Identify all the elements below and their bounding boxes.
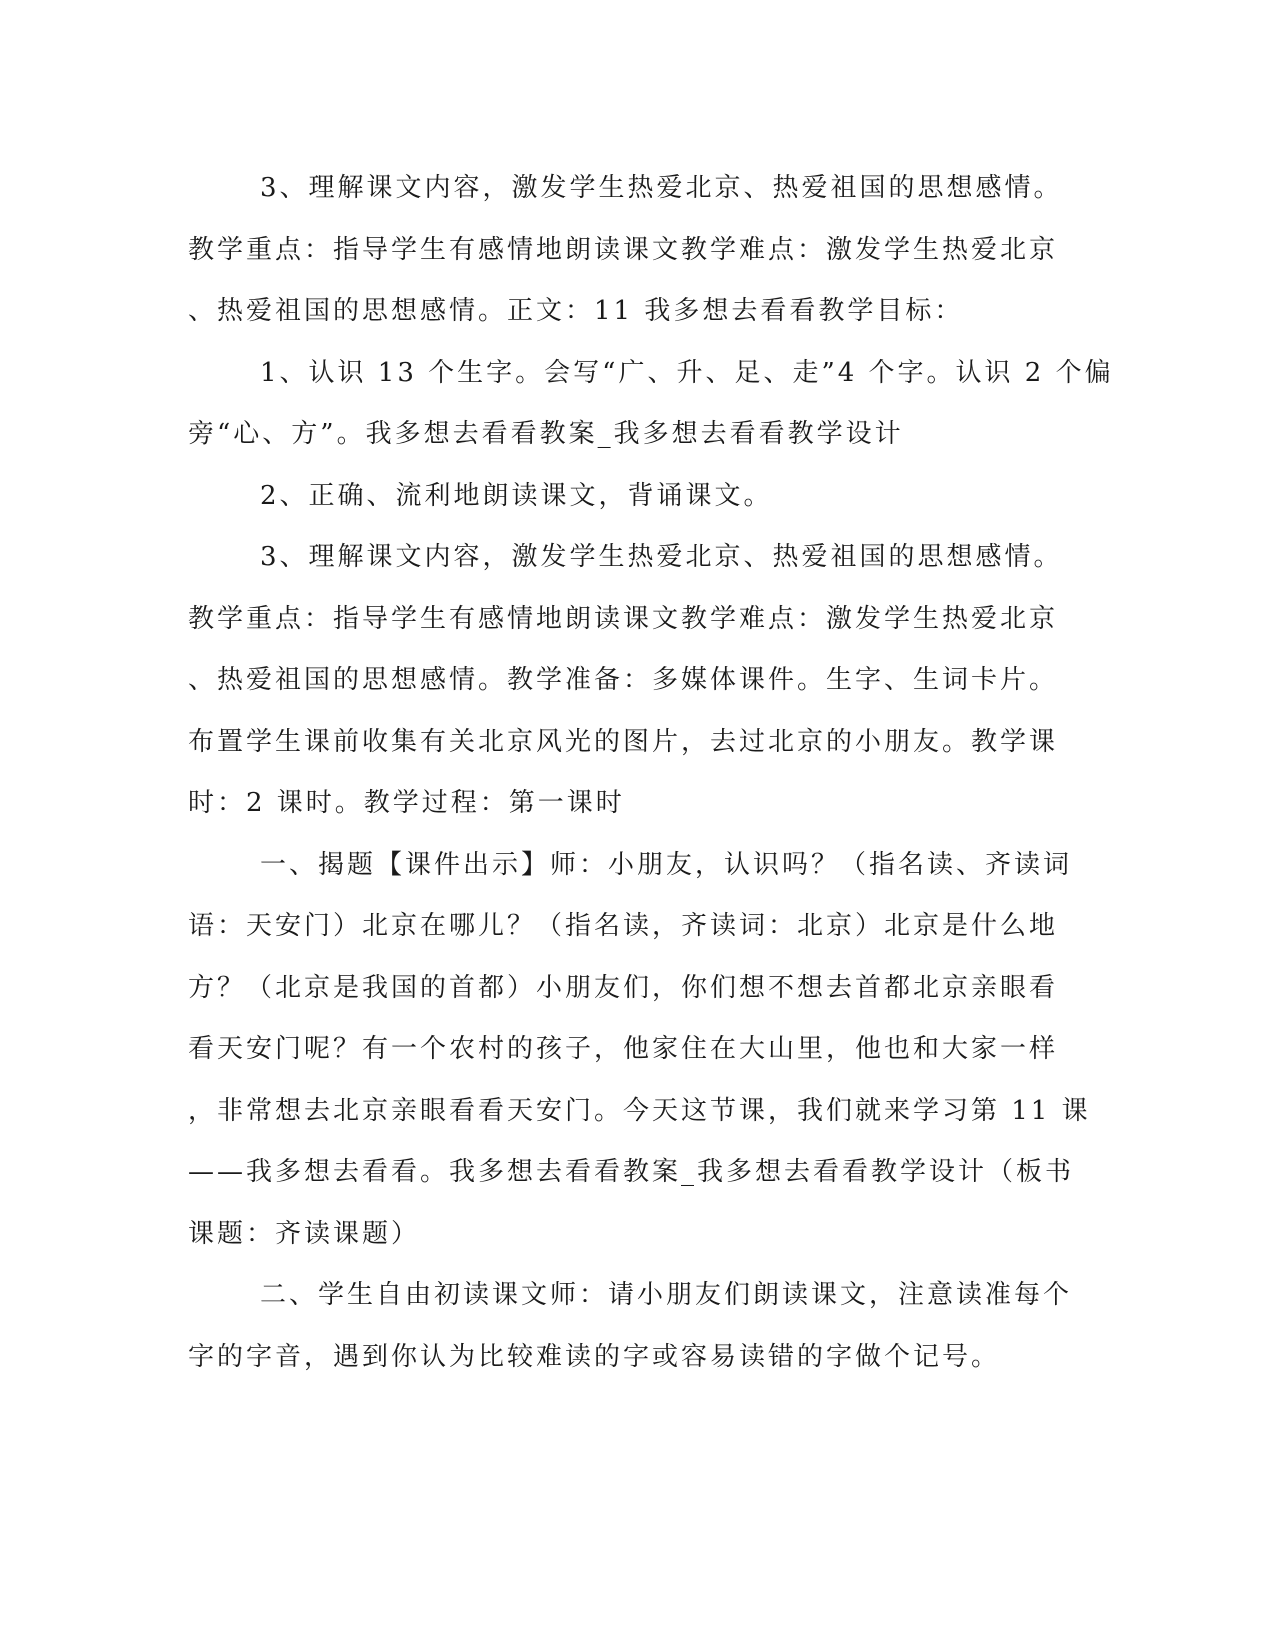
text-line: 、热爱祖国的思想感情。正文：11 我多想去看看教学目标： bbox=[188, 296, 964, 326]
text-line: 、热爱祖国的思想感情。教学准备：多媒体课件。生字、生词卡片。 bbox=[188, 665, 1059, 695]
text-line: 时：2 课时。教学过程：第一课时 bbox=[188, 788, 625, 818]
text-line: 方？（北京是我国的首都）小朋友们，你们想不想去首都北京亲眼看 bbox=[188, 972, 1059, 1003]
text-line: 课题：齐读课题） bbox=[188, 1218, 421, 1249]
text-line: 一、揭题【课件出示】师：小朋友，认识吗？（指名读、齐读词 bbox=[260, 849, 1073, 880]
text-line: 3、理解课文内容，激发学生热爱北京、热爱祖国的思想感情。 bbox=[260, 542, 1063, 572]
text-line: 二、学生自由初读课文师：请小朋友们朗读课文，注意读准每个 bbox=[260, 1280, 1073, 1310]
text-line: 教学重点：指导学生有感情地朗读课文教学难点：激发学生热爱北京 bbox=[188, 234, 1059, 265]
text-line: 布置学生课前收集有关北京风光的图片，去过北京的小朋友。教学课 bbox=[188, 726, 1059, 757]
text-line: 教学重点：指导学生有感情地朗读课文教学难点：激发学生热爱北京 bbox=[188, 603, 1059, 634]
text-line: ，非常想去北京亲眼看看天安门。今天这节课，我们就来学习第 11 课 bbox=[188, 1095, 1091, 1126]
text-line: ——我多想去看看。我多想去看看教案_我多想去看看教学设计（板书 bbox=[188, 1157, 1075, 1187]
text-line: 3、理解课文内容，激发学生热爱北京、热爱祖国的思想感情。 bbox=[260, 173, 1063, 203]
text-line: 看天安门呢？有一个农村的孩子，他家住在大山里，他也和大家一样 bbox=[188, 1034, 1059, 1064]
text-line: 1、认识 13 个生字。会写“广、升、足、走”4 个字。认识 2 个偏 bbox=[260, 357, 1114, 388]
text-line: 字的字音，遇到你认为比较难读的字或容易读错的字做个记号。 bbox=[188, 1341, 1001, 1372]
text-line: 2、正确、流利地朗读课文，背诵课文。 bbox=[260, 480, 773, 511]
text-line: 语：天安门）北京在哪儿？（指名读，齐读词：北京）北京是什么地 bbox=[188, 911, 1059, 941]
document-body bbox=[188, 158, 1114, 1388]
text-line: 旁“心、方”。我多想去看看教案_我多想去看看教学设计 bbox=[188, 419, 904, 449]
